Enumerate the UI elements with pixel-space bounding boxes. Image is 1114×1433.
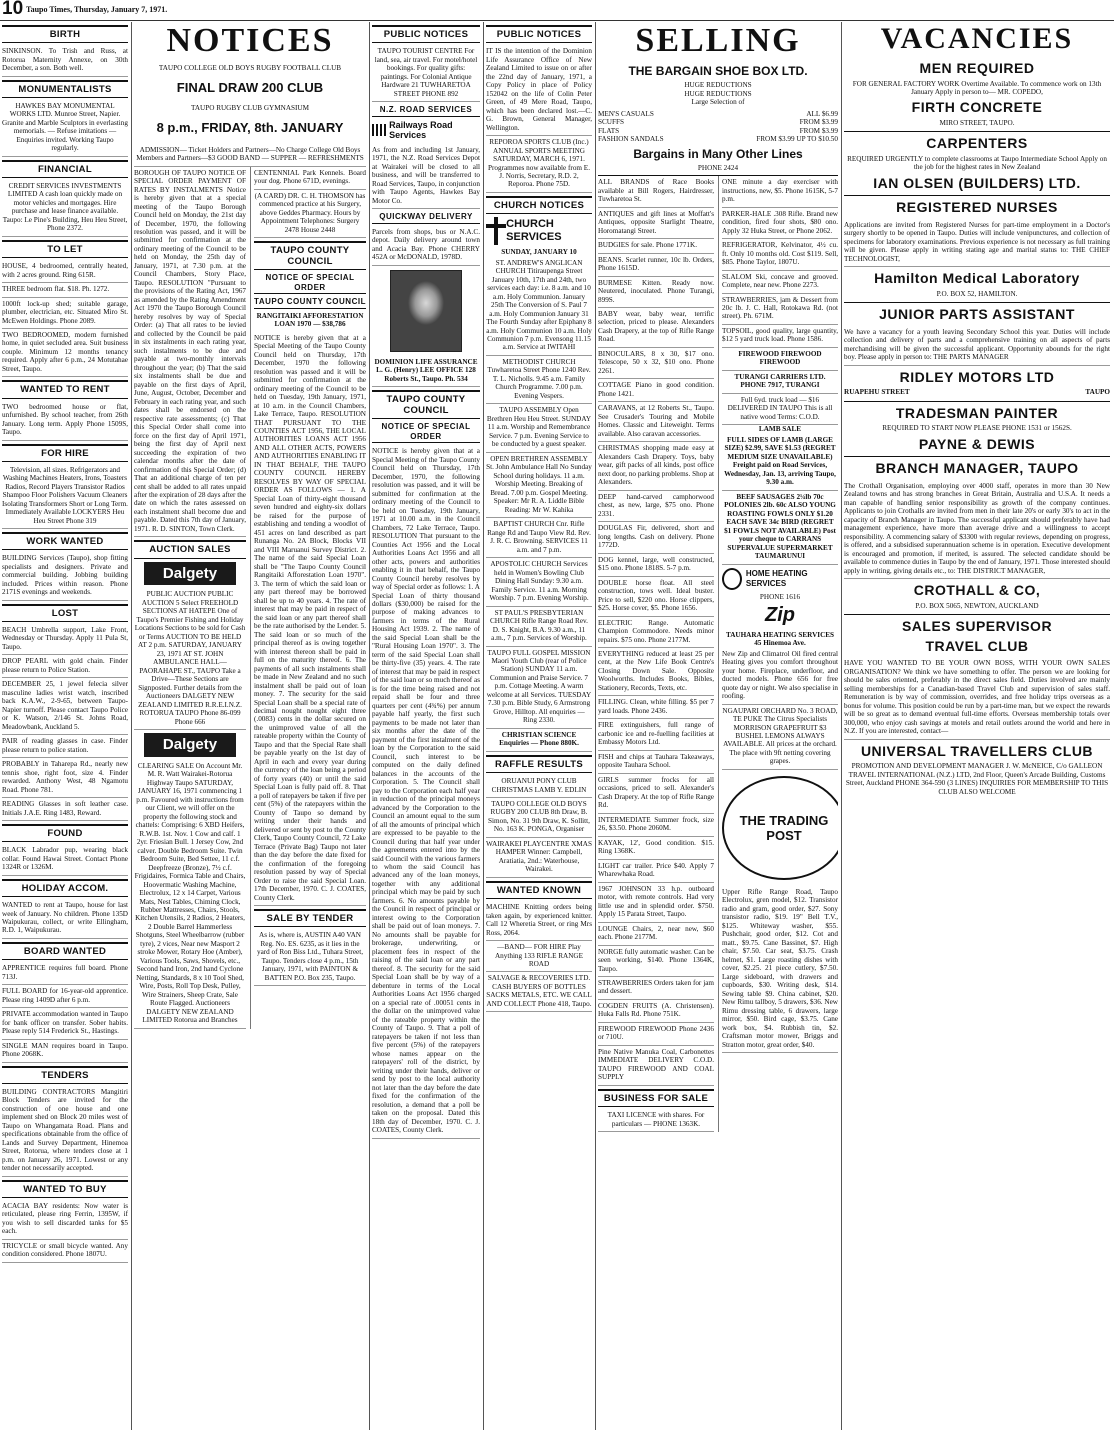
loan-title: RANGITAIKI AFFORESTATION LOAN 1970 — $38,786 — [256, 311, 364, 329]
notices-subcolumn-right — [250, 167, 366, 1029]
classified-ad: ANTIQUES and gift lines at Moffatt's Antiques, opposite Starlight Theatre, Horomatangi Street. — [598, 208, 714, 239]
employer-address: P.O. BOX 5065, NEWTON, AUCKLAND — [844, 602, 1110, 615]
notices-title: NOTICES — [166, 22, 334, 59]
agent-portrait — [390, 270, 462, 352]
classified-ad: LIGHT car trailer. Price $40. Apply 7 Wharewhaka Road. — [598, 860, 714, 883]
subheading: NOTICE OF SPECIAL ORDER — [372, 421, 480, 443]
vacancies-section — [844, 22, 1110, 796]
trading-post-logo: THE TRADING POST — [722, 776, 838, 880]
classified-ad: NORGE fully automatic washer. Can be seen working, $140. Phone 1364K, Taupo. — [598, 946, 714, 977]
classified-ad: ACACIA BAY residents: Now water is reticulated, please ring Ferrin, 1395W, if you wish to sell discarded tanks for $5 each. — [2, 1200, 128, 1240]
policy-notice: IT IS the intention of the Dominion Life Assurance Office of New Zealand Limited to issue on or after the 22nd day of January, 1971, a Copy Policy in place of Policy 152042 on the life of Colin Peter Green, of 49 Mere Road, Taupo, which has been declared lost.—C. G. Brown, General Manager, Wellington. — [486, 45, 592, 136]
dalgety-logo: Dalgety — [144, 733, 236, 757]
section-heading: WANTED TO RENT — [2, 380, 128, 398]
vacancy-text: We have a vacancy for a youth leaving Secondary School this year. Duties will include collection and delivery of parts and a comprehensive training on all aspects of parts merchandising will be given the successful applicant. Opportunity abounds for the right boy. Please apply in person to: THE PARTS MANAGER — [844, 326, 1110, 366]
shop-phone: PHONE 2424 — [598, 164, 838, 176]
classified-ad: DOUBLE horse float. All steel construction, tows well. Ideal buster. Price to sell, $220 ono. Horse clippers, $25. Horse cover, $5. Phone 1656. — [598, 577, 714, 617]
classified-ad: TRICYCLE or small bicycle wanted. Any condition considered. Phone 1807U. — [2, 1240, 128, 1263]
classified-ad: Pine Native Manuka Coal, Carbonettes IMMEDIATE DELIVERY C.O.D. TAUPO FIREWOOD AND COAL SUPPLY — [598, 1046, 714, 1086]
bargains-heading: Bargains in Many Other Lines — [633, 146, 803, 161]
classified-ad: SLALOM Ski, concave and grooved. Complete, near new. Phone 2273. — [722, 271, 838, 294]
selling-title: SELLING — [635, 22, 801, 59]
classified-ad: Television, all sizes. Refrigerators and Washing Machines Heaters, Irons, Toasters Radios, Record Players Transistor Radios Shampoo Floor Polishers Vacuum Cleaners Isolating Transformers Short or Long Term. Immediately Available LOCKYERS Heu Heu Street Phone 319 — [2, 464, 128, 529]
price-value: FROM $3.99 — [799, 126, 838, 135]
lamb-sale: FULL SIDES OF LAMB (LARGE SIZE) $2.99, SAVE $1.53 (REGRET MEDIUM SIZE UNAVAILABLE) Freight paid on Road Services, Wednesday, Jan. 13, arriving Taupo, 9.30 a.m. — [722, 434, 838, 491]
railways-logo: Railways Road Services — [372, 120, 480, 141]
section-heading: RAFFLE RESULTS — [486, 755, 592, 773]
classified-ad: COTTAGE Piano in good condition. Phone 1421. — [598, 379, 714, 402]
classified-ad: REFRIGERATOR, Kelvinator, 4½ cu. ft. Only 10 months old. Cost $119. Sell, $85. Phone Taylor, 1807U. — [722, 239, 838, 270]
classified-ad: FIRE extinguishers, full range of carbonic ice and re-fuelling facilities at Embassy Motors Ltd. — [598, 719, 714, 750]
section-heading: CHURCH NOTICES — [486, 196, 592, 214]
classified-ad: READING Glasses in soft leather case. Initials J.A.E. Ring 1483, Reward. — [2, 798, 128, 821]
church-listing: BAPTIST CHURCH Cnr. Rifle Range Rd and Taupo View Rd. Rev. J. R. C. Browning. SERVICES 11 a.m. and 7 p.m. — [486, 518, 592, 558]
employer-name: PAYNE & DEWIS — [844, 436, 1110, 458]
borough-special-order: BOROUGH OF TAUPO NOTICE OF SPECIAL ORDER PAYMENT OF RATES BY INSTALMENTS Notice is hereby given that at a special meeting of the Taupo Borough Council held on Monday, the 21st day of December, 1970, the following resolution was passed, and it will be submitted for confirmation at the ordinary meeting of the Council to be held on Monday, the 25th day of January, 1971, at 7.30 p.m. at the Council Chambers, Story Place, Taupo. RESOLUTION "Pursuant to the provisions of the Rating Act, 1967 as amended by the Rating Amendment Act 1970 the Taupo Borough Council hereby resolves by way of Special Order: (a) That all rates to be levied and collected by the Council be paid in six instalments in each rating year, such instalments to be due and payable at two-monthly intervals throughout the year; (b) That the said six instalments shall be due and payable on the first days of April, June, August, October, December and February in each rating year, and such dates shall be endorsed on the respective rate assessments; (c) That this Special Order shall come into force on the first day of April 1971, being the first day of April next succeeding the expiration of two calendar months after the date of confirmation of this Special Order; (d) That an additional charge of ten per cent shall be added to all rates unpaid after the expiration of 28 days after the date on which the rates assessed on each instalment shall become due and payable. Dated this 7th day of January, 1971. R. D. SINTON, Town Clerk. — [134, 167, 246, 538]
carrier-ad: TURANGI CARRIERS LTD. PHONE 7917, TURANGI — [722, 371, 838, 394]
orchard-ad: NGAUPARI ORCHARD No. 3 ROAD, TE PUKE The Citrus Specialists MORRISON GRAPEFRUIT $3 BUSHEL LEMONS ALWAYS AVAILABLE. All prices at the orchard. The place with 9ft netting covering grapes. — [722, 705, 838, 770]
band-ad: —BAND— FOR HIRE Play Anything 133 RIFLE RANGE ROAD — [486, 941, 592, 972]
classified-ad: BINOCULARS, 8 x 30, $17 ono. Telescope, 50 x 32, $10 ono. Phone 2261. — [598, 348, 714, 379]
vacancy-heading: SALES SUPERVISOR — [901, 618, 1053, 635]
price-line — [598, 127, 838, 135]
subheading: TAUPO COUNTY COUNCIL — [254, 296, 366, 308]
classified-ad: ALL BRANDS of Race Books available at Bill Rogers, Hairdresser, Tuwharetoa St. — [598, 176, 714, 207]
section-heading: SALE BY TENDER — [254, 909, 366, 927]
heating-ad: New Zip and Climatrol Oil fired central Heating gives you comfort throughout your home. Fireplace, underfloor, and ducted models. Phone 656 for free quote day or night. We also specialise in roofing. — [722, 648, 838, 705]
auction-ad: PUBLIC AUCTION PUBLIC AUCTION 5 Select FREEHOLD SECTIONS AT HATEPE One of Taupo's Premier Fishing and Holiday Locations Sections to be sold for Cash or Terms AUCTION TO BE HELD AT 2 p.m. SATURDAY, JANUARY 23, 1971 AT ST. JOHN AMBULANCE HALL—PAORAHAPE ST., TAUPO Take a Drive—These Sections are Signposted. Further details from the Auctioneers DALGETY NEW ZEALAND LIMITED R.R.E.I.N.Z. ROTORUA TAUPO Phone 86-099 Phone 666 — [134, 588, 246, 730]
club-name: TAUPO COLLEGE OLD BOYS RUGBY FOOTBALL CLUB — [158, 64, 342, 72]
classified-ad: DOUGLAS Fir, delivered, short and long lengths. Cash on delivery. Phone 1772D. — [598, 522, 714, 553]
vacancy-heading: REGISTERED NURSES — [896, 199, 1058, 216]
classified-ad: STRAWBERRIES, jam & Dessert from 20c lb. J. C. Hall, Rotokawa Rd. (not street). Ph. 671M. — [722, 294, 838, 325]
classified-ad: 1967 JOHNSON 33 h.p. outboard motor, with remote controls. Had very little use and in splendid order. $750. Apply 15 Parata Street, Taupo. — [598, 883, 714, 923]
sausage-ad: BEEF SAUSAGES 2¼lb 70c POLONIES 2lb. 60c ALSO YOUNG ROASTING FOWLS ONLY $1.20 EACH SAVE 34c BIRD (REGRET $1 FOWLS NOT AVAILABLE) Post your cheque to CARRANS SUPERVALUE SUPERMARKET TAUMARUNUI — [722, 491, 838, 565]
salvage-ad: SALVAGE & RECOVERIES LTD. CASH BUYERS OF BOTTLES SACKS METALS, ETC. WE CALL AND COLLECT Phone 418, Taupo. — [486, 972, 592, 1012]
classified-ad: HOUSE, 4 bedroomed, centrally heated, with 2 acres ground. Ring 615R. — [2, 260, 128, 283]
vacancies-title: VACANCIES — [880, 22, 1074, 55]
classified-ad: PARKER-HALE .308 Rifle. Brand new condition, fired four shots, $80 ono. Apply 32 Huka Street, or Phone 2062. — [722, 208, 838, 239]
section-heading: FINANCIAL — [2, 160, 128, 178]
employer-name: RIDLEY MOTORS LTD — [899, 368, 1055, 385]
section-heading: TAUPO COUNTY COUNCIL — [254, 241, 366, 270]
selection-label: Large Selection of — [691, 98, 745, 107]
classified-ad: THREE bedroom flat. $18. Ph. 1272. — [2, 283, 128, 297]
tauhara-heating: TAUHARA HEATING SERVICES 45 Hinemoa Ave. — [725, 630, 835, 648]
church-listing: APOSTOLIC CHURCH Services held in Women's Bowling Club Dining Hall Sunday: 9.30 a.m. Family Service. 11 a.m. Morning Worship. 7 p.m. Evening Worship. — [486, 558, 592, 606]
church-listing: ST. ANDREW'S ANGLICAN CHURCH Titiraupenga Street January 10th, 17th and 24th, two services each day: i.e. 8 a.m. and 10 a.m. Holy Communion. January 25th The Conversion of S. Paul 7 a.m. Holy Communion January 31 The Fourth Sunday after Epiphany 8 a.m. Holy Communion 10 a.m. Holy Communion 7 p.m. Evensong 11.15 a.m. Service at IWITAHI — [486, 257, 592, 356]
section-heading: PUBLIC NOTICES — [372, 25, 480, 43]
section-heading: AUCTION SALES — [134, 540, 246, 558]
classified-ad: FIREWOOD FIREWOOD Phone 2436 or 710U. — [598, 1023, 714, 1046]
classified-ad: PROBABLY in Taharepa Rd., nearly new tennis shoe, right foot, size 4. Finder rewarded. Anthony West, 48 Ngamotu Road. Phone 781. — [2, 758, 128, 798]
classified-ad: BUDGIES for sale. Phone 1771K. — [598, 239, 714, 253]
vacancy-heading: MEN REQUIRED — [919, 60, 1035, 76]
county-special-order: NOTICE is hereby given that at a Special Meeting of the Taupo County Council held on Thursday, 17th December, 1970 the following resolution was passed and it will be submitted for confirmation at the ordinary meeting of the Council to be held on Tuesday, 19th January, 1971, at 10 a.m. in the Council Chambers, Lake Terrace, Taupo. RESOLUTION THAT PURSUANT TO THE COUNTIES ACT 1956, THE LOCAL AUTHORITIES LOANS ACT 1956 AND ALL OTHER ACTS, POWERS AND AUTHORITIES ENABLING IT IN THAT BEHALF, THE TAUPO COUNTY COUNCIL HEREBY RESOLVES BY WAY OF SPECIAL ORDER AS FOLLOWS — 1. A Special Loan of thirty-eight thousand seven hundred and eighty-six dollars be raised for the purpose of establishing and tending a woodlot of 451 acres on land described as part Runanga No. 2A Block, Blocks VII and VIII Maruanui Survey District. 2. The name of the said Special Loan shall be "The Taupo County Council Rangitaiki Afforestation Loan 1970". 3. The term of which the said loan or any part thereof may be borrowed shall be up to 40 years. 4. The rate of interest that may be paid in respect of the said loan or any part thereof shall be the rate authorised by the Lender. 5. The said loan or so much of the principal thereof as is owing together with interest thereon shall be paid in full on the maturity thereof. 6. The payments of all such instalments shall be made in New Zealand and no such instalment shall be paid out of loan money. 7. The security for the said Special Loan shall be a special rate of decimal nought nought eight three (.0083) cents in the dollar secured on the unimproved value of all the rateable property within the County of Taupo and that the Special Rate shall be payable yearly on the 1st day of April in each and every year during the currency of the loan being a period of forty years (40) or until the said Special Loan is fully paid off. 8. That a poll of ratepayers be taken if five per cent (5%) of the ratepayers within the County of Taupo so demand by writing under their hands and delivered or sent by post to the County Clerk, Taupo County Council, 72 Lake Terrace (Private Bag) Taupo not later than the day before the date fixed for the confirmation of the foregoing resolution passed by way of Special Order to raise the said Special Loan. 17th December, 1970. C. J. COATES, County Clerk. — [254, 332, 366, 906]
classified-ad: HAWKES BAY MONUMENTAL WORKS LTD. Munroe Street, Napier. Granite and Marble Sculptors in everlasting memorials. — Refuse imitations — Enquiries invited. Working Taupo regularly. — [2, 100, 128, 157]
dominion-life-ad: DOMINION LIFE ASSURANCE L. G. (Henry) LEE OFFICE 128 Roberts St., Taupo. Ph. 534 — [372, 356, 480, 387]
vacancy-heading: TRAVEL CLUB — [925, 637, 1029, 654]
road-services-notice: As from and including 1st January, 1971, the N.Z. Road Services Depot at Wairakei will be closed to all business, and will be transferred to Road Services, Taupo, in conjunction with Taupo Agents, Hawkes Bay Motor Co. — [372, 144, 480, 209]
section-heading: WANTED TO BUY — [2, 1180, 128, 1198]
vacancy-text: FOR GENERAL FACTORY WORK Overtime Available. To commence work on 13th January Apply in person to— MR. COPEDO, — [852, 79, 1102, 96]
price-item: SCUFFS — [598, 118, 624, 127]
section-heading: PUBLIC NOTICES — [486, 25, 592, 43]
raffle-result: ORUANUI PONY CLUB CHRISTMAS LAMB Y. EDLIN — [486, 775, 592, 798]
church-notices-column — [486, 22, 592, 1012]
section-heading: WORK WANTED — [2, 532, 128, 550]
raffle-result: WAIRAKEI PLAYCENTRE XMAS HAMPER Winner: Campbell, Aratiatia, 2nd.: Waterhouse, Wairakei. — [486, 838, 592, 878]
classified-ad: ONE minute a day exerciser with instructions, new, $5. Phone 1615K, 5-7 p.m. — [722, 176, 838, 207]
section-heading: LOST — [2, 604, 128, 622]
classified-ad: DEEP hand-carved camphorwood chest, as new, large, $75 ono. Phone 2331. — [598, 491, 714, 522]
venue: TAUPO RUGBY CLUB GYMNASIUM — [191, 103, 309, 112]
church-services-logo: CHURCH SERVICES — [486, 217, 592, 245]
classified-ad: INTERMEDIATE Summer frock, size 26, $3.50. Phone 2060M. — [598, 814, 714, 837]
classified-ad: BLACK Labrador pup, wearing black collar. Found Hawai Street. Contact Phone 1324R or 1326M. — [2, 844, 128, 875]
cross-icon — [486, 217, 502, 245]
tender-ad: As is, where is, AUSTIN A40 VAN Reg. No. ES. 6235, as it lies in the yard of Ron Biss Ltd., Tuhara Street, Taupo. Tenders close 4 p.m., 15th January, 1971, with PAINTON & BATTEN P.O. Box 235, Taupo. — [254, 929, 366, 986]
section-heading: FOUND — [2, 824, 128, 842]
price-item: MEN'S CASUALS — [598, 109, 654, 118]
church-listing: TAUPO FULL GOSPEL MISSION Maori Youth Club (rear of Police Station) SUNDAY 11 a.m. Communion and Praise Service. 7 p.m. Cottage Meeting. A warm welcome at all Services. TUESDAY 7.30 p.m. Bible Study, 6 Armstrong Grove, Hilltop. All enquiries — Ring 2330. — [486, 647, 592, 729]
price-value: ALL $6.99 — [806, 109, 838, 118]
vacancy-text: REQUIRED TO START NOW PLEASE PHONE 1531 or 1562S. — [882, 424, 1072, 433]
vacancy-text: REQUIRED URGENTLY to complete classrooms at Taupo Intermediate School Apply on the job for the highest rates in New Zealand — [847, 155, 1107, 172]
raffle-result: TAUPO COLLEGE OLD BOYS RUGBY 200 CLUB 8th Draw, B. Simon, No. 31 9th Draw, K. Sollitt, No. 163 K. PONGA, Organiser — [486, 798, 592, 838]
section-heading: WANTED KNOWN — [486, 881, 592, 899]
classified-ad: SINGLE MAN requires board in Taupo. Phone 2068K. — [2, 1040, 128, 1063]
employer-name: CROTHALL & CO, — [913, 582, 1041, 599]
reductions: HUGE REDUCTIONS — [684, 89, 752, 98]
price-list — [598, 110, 838, 144]
classified-ad: 1000ft lock-up shed; suitable garage, plumber, electrician, etc. Situated Miro St. McEwen Holdings. Phone 2089. — [2, 298, 128, 329]
classified-ad: EVERYTHING reduced at least 25 per cent, at the New Life Book Centre's Closing Down Sale. Opposite Woolworths. Includes Books, Bibles, Stationery, Records, Texts, etc. — [598, 648, 714, 696]
church-listing: TAUPO ASSEMBLY Open Brethren Heu Heu Street. SUNDAY 11 a.m. Worship and Remembrance Service. 7 p.m. Evening Service to be conducted by a guest speaker. — [486, 404, 592, 452]
classified-ad: STRAWBERRIES Orders taken for jam and dessert. — [598, 977, 714, 1000]
masthead-line: Taupo Times, Thursday, January 7, 1971. — [26, 5, 168, 14]
classified-ad: FISH and chips at Tauhara Takeaways, opposite Tauhara School. — [598, 751, 714, 774]
classified-ad: CHRISTMAS shopping made easy at Alexanders Cash Drapery. Toys, baby wear, gift packs of all kinds, post office next door, no parking problems. Shop at Alexanders. — [598, 442, 714, 490]
classified-ad: CREDIT SERVICES INVESTMENTS LIMITED A cash loan quickly made on motor vehicles and mortgages. Hire purchase and lease finance available. Taupo: Le Pine's Building, Heu Heu Street, Phone 2372. — [2, 180, 128, 237]
doctor-card: (A CARD) DR. C. H. THOMSON has commenced practice at his Surgery, above Geddes Pharmacy. Hours by Appointment Telephones: Surgery 2478 House 2448 — [254, 190, 366, 238]
admission-details: ADMISSION— Ticket Holders and Partners—No Charge College Old Boys Members and Partners—$3 GOOD BAND — SUPPER — REFRESHMENTS — [134, 144, 366, 167]
church-listing: ST PAUL'S PRESBYTERIAN CHURCH Rifle Range Road Rev. D. S. Knight, B.A. 9.30 a.m., 11 a.m., 7 p.m. Services of Worship. — [486, 607, 592, 647]
classified-ad: ELECTRIC Range. Automatic Champion Commodore. Needs minor repairs. $75 ono. Phone 2177M. — [598, 617, 714, 648]
lamb-sale-heading: LAMB SALE — [758, 425, 802, 434]
vacancy-text: Applications are invited from Registered Nurses for part-time employment in a Doctor's surgery shortly to be opened in Taupo. Duties will include venipunctures, and collection of specimens for laboratory examinations. Previous experience is not necessary as full training will be given. Please apply in writing stating age and marital status to: THE CHIEF TECHNOLOGIST, — [844, 219, 1110, 267]
classified-ad: PRIVATE accommodation wanted in Taupo for bank officer on transfer. Sober habits. Please reply 514 Frederick St., Hastings. — [2, 1008, 128, 1039]
notices-section — [134, 22, 366, 1029]
employer-name: FIRTH CONCRETE — [911, 99, 1043, 116]
section-heading: MONUMENTALISTS — [2, 80, 128, 98]
column-rule — [841, 22, 842, 1430]
vacancy-text: HAVE YOU WANTED TO BE YOUR OWN BOSS, WITH YOUR OWN SALES ORGANISATION? We think we have something to offer. The person we are looking for should be sales oriented, preferably in the direct sales field. Duties involved are mainly selling memberships for a Canadian-based Travel Club and supervision of sales staff. Remuneration is by way of commission, overrides, and free holiday trips overseas as a bonus for volume. This position could be run by a part-time man, but we expect the rewards will be so great as to demand eventual full-time efforts. Overseas membership totals over 300,000, who enjoy cash savings at motels and retail outlets around the world and here in N.Z. If you are interested, contact— — [844, 657, 1110, 739]
section-heading: BOARD WANTED — [2, 942, 128, 960]
column-rule — [595, 22, 596, 1430]
auction-ad: CLEARING SALE On Account Mr. M. R. Watt Wairakei-Rotorua Highway Taupo SATURDAY, JANUARY 16, 1971 commencing 1 p.m. Favoured with instructions from our Client, we will offer on the property the following stock and chattels: Comprising: 6 XBD Heifers, R.W.B. 1st. Nov. 1 Cow and calf. 1 2yr. Friesian Bull. 1 Jersey Cow, 2nd calver. Double Bedroom Suite. Twin Bedroom Suite, Bed Settee, 11 c.f. Deepfreeze (Bronze), 7½ c.f. Frigidaires, Formica Table and Chairs, Hoovermatic Washing Machine, Electrolux, 12 x 14 Carpet, Various Mats, Nest Tables, Chiming Clock, Rubber Mattresses, Chairs, Stools, Kitchen Utensils, 2 Radios, 2 Heaters, 2 Double Barrel Hammerless Shotguns, Steel Wheelbarrow (rubber tyre), 2 vices, Near new Masport 2 stroke Mower, Rotary Hoe (Amber), Various Tools, Saws, Shovels, etc., Second hand Iron, 2nd hand Cyclone Netting, Standards, 8 x 10 Tool Shed, Wire, Posts, Roll Top Desk, Pulley, Wire Strainers, Sheep Crate, Sale Route Flagged. Auctioneers DALGETY NEW ZEALAND LIMITED Rotorua and Branches — [134, 760, 246, 1029]
subheading: NOTICE OF SPECIAL ORDER — [254, 272, 366, 294]
tourist-centre-ad: TAUPO TOURIST CENTRE For land, sea, air travel. For motel/hotel bookings. For quality gifts: paintings. For Colonial Antique Hardware 21 TUWHARETOA STREET PHONE 892 — [372, 45, 480, 102]
selling-subcolumn-right — [718, 176, 838, 1132]
classified-ad: DOG kennel, large, well constructed, $15 ono. Phone 1818S. 5-7 p.m. — [598, 554, 714, 577]
sports-meeting-notice: REPOROA SPORTS CLUB (Inc.) ANNUAL SPORTS MEETING SATURDAY, MARCH 6, 1971. Programmes now available from E. J. Norris, Secretary, R.D. 2, Reporoa. Phone 75D. — [486, 136, 592, 193]
employer-name: UNIVERSAL TRAVELLERS CLUB — [860, 742, 1094, 759]
county-special-order: NOTICE is hereby given that at a Special Meeting of the Taupo County Council held on Thursday, 17th December, 1970, the following resolution was passed, and it will be submitted for confirmation at the ordinary meeting of the Council to be held on Tuesday, 19th January, 1971 at 10.00 a.m. in the Council Chambers, 72 Lake Terrace, Taupo. RESOLUTION That pursuant to the Counties Act 1956 and the Local Authorities Loans Act 1956 and all other acts, powers and authorities enabling it in that behalf, the Taupo County Council hereby resolves by way of Special order as follows: 1. A Special Loan of thirty thousand dollars ($30,000) be raised for the purpose of making advances to farmers in terms of the Rural Housing Act 1939. 2. The name of the said Special Loan shall be the "Rural Housing Loan 1970". 3. The term of the said Special Loan shall be thirty-five (35) years. 4. The rate of interest that may be paid in respect of the said loan or so much thereof as is for the time being raised and not repaid shall be four and three quarters per cent (4¾%) per annum payable half yearly, the first such payments to be made not later than six months after the date of the payment of the first instalment of the loan by the Corporation to the said Council, such interest to be computed on the daily defined balances in the accounts of the Corporation. 5. The Council shall pay to the Corporation each half year in reduction of the principal moneys advanced by the Corporation to the Council an amount equal to the sum of all the amounts of principal which are expressed to be payable to the Council during that half year under the agreements entered into by the said Council with the various farmers to whom the said Council has advanced any of the loan moneys, together with any additional principal which may be paid by such farmers. 6. No amounts payable by the Council in respect of principal or interest owing to the Corporation shall be paid out of loan moneys. 7. No amounts shall be payable for brokerage, underwriting, or placement fees in respect of the raising of the said loan or any part thereof. 8. The security for the said Special Loan shall be by way of a debenture in terms of the Local Authorities Loans Act 1956 charged on a special rate of .00051 cents in the dollar on the unimproved value of the rateable property within the County of Taupo. 9. That a poll of ratepayers be taken if not less than five percent (5%) of the ratepayers whose names appear on the ratepayers' roll of the district, by writing under their hands, deliver or send by post to the local authority not later than the day before the date fixed for the confirmation of the resolution, a demand that a poll be taken on the proposal. Dated this 18th day of December, 1970. C. J. COATES, County Clerk. — [372, 445, 480, 1138]
price-line — [598, 110, 838, 118]
firewood-ad: FIREWOOD FIREWOOD FIREWOOD — [722, 348, 838, 371]
classifieds-column — [2, 22, 128, 1263]
page-number: 10 — [2, 0, 24, 19]
final-draw-heading: FINAL DRAW 200 CLUB — [176, 80, 324, 96]
church-listing: METHODIST CHURCH Tuwharetoa Street Phone 1240 Rev. T. L. Nicholls. 9.45 a.m. Family Church Programme. 7.00 p.m. Evening Vespers. — [486, 356, 592, 404]
classified-ad: BUILDING Services (Taupo), shop fitting specialists and designers. Private and commercial building. Jobbing building included. Prices within reason. Phone 2171S evenings and weekends. — [2, 552, 128, 600]
classified-ad: WANTED to rent at Taupo, house for last week of January. No children. Phone 135D Waipukurau, collect, or write Ellingham, R.D. 1, Waipukurau. — [2, 899, 128, 939]
section-heading: HOLIDAY ACCOM. — [2, 879, 128, 897]
section-heading: TAUPO COUNTY COUNCIL — [372, 390, 480, 419]
price-value: FROM $3.99 UP TO $10.50 — [756, 135, 838, 144]
classified-ad: DROP PEARL with gold chain. Finder please return to Police Station. — [2, 655, 128, 678]
classified-ad: BABY wear, baby wear, terrific selection, priced to please. Alexanders Cash Drapery, at the top of Rifle Range Road. — [598, 308, 714, 348]
quickway-ad: Parcels from shops, bus or N.A.C. depot. Daily delivery around town and Acacia Bay. Phone CHERRY 452A or McDONALD, 1978D. — [372, 226, 480, 266]
classified-ad: PAIR of reading glasses in case. Finder please return to police station. — [2, 735, 128, 758]
section-heading: FOR HIRE — [2, 444, 128, 462]
dalgety-logo: Dalgety — [144, 562, 236, 586]
vacancy-heading: JUNIOR PARTS ASSISTANT — [879, 306, 1075, 323]
classified-ad: SINKINSON. To Trish and Russ, at Rotorua Maternity Annexe, on 30th December, a son. Both well. — [2, 45, 128, 76]
railways-icon — [372, 124, 386, 136]
classified-ad: MACHINE Knitting orders being taken again, by experienced knitter. Call 12 Wheretia Street, or ring Mrs Ross, 2064. — [486, 901, 592, 941]
section-heading: BUSINESS FOR SALE — [598, 1089, 714, 1107]
employer-name: IAN OLSEN (BUILDERS) LTD. — [844, 175, 1110, 197]
firewood-terms: Full 6yd. truck load — $16 DELIVERED IN TAUPO This is all native wood Terms: C.O.D. — [722, 394, 838, 425]
column-rule — [483, 22, 484, 1430]
subheading: N.Z. ROAD SERVICES — [372, 104, 480, 116]
employer-address: MIRO STREET, TAUPO. — [844, 119, 1110, 132]
vacancy-heading: BRANCH MANAGER, TAUPO — [875, 460, 1079, 477]
reductions: HUGE REDUCTIONS — [684, 81, 752, 90]
church-listing: OPEN BRETHREN ASSEMBLY St. John Ambulance Hall No Sunday School during holidays. 11 a.m. Worship Meeting. Breaking of Bread. 7.00 p.m. Gospel Meeting. Speaker: Mr R. A. Liddle Bible Reading: Mr W. Kahika — [486, 453, 592, 518]
vacancy-heading: CARPENTERS — [926, 135, 1028, 152]
selling-subcolumn-left — [598, 176, 714, 1132]
selling-section — [598, 22, 838, 1132]
classified-ad: TWO bedroomed house or flat, unfurnished. By school teacher, from 26th January. Long term. Apply Phone 1509S, Taupo. — [2, 401, 128, 441]
column-rule — [369, 22, 370, 1430]
vacancy-text: The Crothall Organisation, employing over 4000 staff, operates in more than 30 New Zealand towns and has strong branches in Great Britain, Australia and U.S.A. It needs a man capable of handling senior responsibility as growth of the company continues. Applicants to join Crothalls are invited from men in their late 20's or early 30's to act in the capacity of Branch Manager in Taupo. The successful applicant should preferably have had management experience, have more than average drive and a willingness to accept responsibility. A commencing salary of $3300 with regular reviews, depending on progress, is offered, and a subsidised superannuation scheme is in operation. Executive development is encouraged and promotion, if merited, is assured. The selected candidate should be available to commence duties in Taupo by the end of January, 1971. Those interested should apply in writing, giving details etc., to: THE DISTRICT MANAGER, — [844, 480, 1110, 579]
classified-ad: BUILDING CONTRACTORS Mangitiri Block Tenders are invited for the construction of one house and one implement shed on Block 20 miles west of Taupo on Whangamata Road. Plans and specifications obtainable from the office of Lands and Survey Department, Hinemoa Street, Rotorua, where tenders close at 1 p.m. on January 26, 1971. Lowest or any tender not necessarily accepted. — [2, 1086, 128, 1177]
heating-phone: PHONE 1616 — [759, 592, 801, 601]
price-item: FLATS — [598, 126, 620, 135]
employer-address: P.O. BOX 52, HAMILTON. — [844, 290, 1110, 303]
price-line — [598, 135, 838, 143]
classified-ad: APPRENTICE requires full board. Phone 713J. — [2, 962, 128, 985]
classified-ad: COGDEN FRUITS (A. Christensen). Huka Falls Rd. Phone 751K. — [598, 1000, 714, 1023]
event-time: 8 p.m., FRIDAY, 8th. JANUARY — [156, 120, 344, 136]
page-header — [0, 0, 1114, 21]
notices-subcolumn-left — [134, 167, 246, 1029]
business-ad: TAXI LICENCE with shares. For particulars — PHONE 1363K. — [598, 1109, 714, 1132]
classified-ad: GIRLS summer frocks for all occasions, priced to sell. Alexander's Cash Drapery. At the top of Rifle Range Rd. — [598, 774, 714, 814]
service-date: SUNDAY, JANUARY 10 — [501, 248, 577, 257]
price-line — [598, 118, 838, 126]
selling-ads — [722, 176, 838, 348]
employer-name: Hamilton Medical Laboratory — [874, 270, 1080, 287]
classified-ad: CENTENNIAL Park Kennels. Board your dog. Phone 671D, evenings. — [254, 167, 366, 190]
zip-logo: Zip — [765, 604, 795, 627]
public-notices-column — [372, 22, 480, 1139]
subheading: QUICKWAY DELIVERY — [372, 211, 480, 223]
section-heading: BIRTH — [2, 25, 128, 43]
classified-ad: TOPSOIL, good quality, large quantity, $12 5 yard truck load. Phone 1586. — [722, 325, 838, 348]
vacancy-heading: TRADESMAN PAINTER — [895, 404, 1059, 421]
classified-ad: BEANS. Scarlet runner, 10c lb. Orders, Phone 1615D. — [598, 254, 714, 277]
classified-ad: LOUNGE Chairs, 2, near new, $60 each. Phone 2177M. — [598, 923, 714, 946]
price-item: FASHION SANDALS — [598, 135, 664, 144]
classified-ad: FILLING. Clean, white filling. $5 per 7 yard loads. Phone 2436. — [598, 696, 714, 719]
classified-ad: DECEMBER 25, 1 jewel felecia silver masculine ladies wrist watch, inscribed back K.A.W., 2-9-65, between Taupo-Napier turnoff. Please contact Taupo Police or K. Watson, 2/146 St. Johns Road, Meadowbank, Auckland 5. — [2, 678, 128, 735]
employer-address: PROMOTION AND DEVELOPMENT MANAGER J. W. McNEICE, C/o GALLEON TRAVEL INTERNATIONAL (N.Z.) LTD, 2nd Floor, Queen's Arcade Building, Customs Street, Auckland PHONE 364-590 (3 LINES) INQUIRIES FOR MEMBERSHIP TO THIS CLUB ALSO WELCOME — [845, 762, 1109, 796]
column-rule — [131, 22, 132, 1430]
classified-ad: BEACH Umbrella support, Lake Front, Wednesday or Thursday. Apply 11 Pula St, Taupo. — [2, 624, 128, 655]
classified-ad: BURMESE Kitten. Ready now. Neutered, inoculated. Phone Turangi, 899S. — [598, 277, 714, 308]
trading-post-ad: Upper Rifle Range Road, Taupo Electrolux, gren model, $12. Transistor radio and gram, good order, $27. Sony transistor radio, $19. 19" Bell T.V., $125. Whiteway washer, $55. Pushchair, good order, $12. Cot and matt., $9.75. Cane Bassinet, $7. High chair, $7.50. Car seat, $3.75. Crash helmet, $1. Large roasting dishes with cover, $2.25. 21 piece cutlery, $7.50. Large sideboard, with drawers and cupboards, $30. Writing desk, $14. Sewing table $9. China cabinet, $20. New Rimu tallboy, 5 drawers, $36. New Rimu dressing table, 6 drawers, large mirror, $50. Bird cage, $3.75. Cane work box, $4. Rubbish tin, $2. Craftsman motor mower, Briggs and Stratton motor, great order, $40. — [722, 886, 838, 1053]
section-heading: TO LET — [2, 240, 128, 258]
classified-ad: TWO BEDROOMED, modern furnished home, in quiet secluded area. Suit business couple. Minimum 12 months tenancy required. Apply after 6 p.m., 24 Motutahae Street, Taupo. — [2, 329, 128, 377]
classified-ad: FULL BOARD for 16-year-old apprentice. Please ring 1409D after 6 p.m. — [2, 985, 128, 1008]
employer-address: RUAPEHU STREET TAUPO — [844, 388, 1110, 401]
section-heading: TENDERS — [2, 1066, 128, 1084]
church-listing: CHRISTIAN SCIENCE Enquiries — Phone 880K. — [486, 729, 592, 752]
home-heating-logo: HOME HEATING SERVICES — [722, 568, 838, 590]
shoe-shop-name: THE BARGAIN SHOE BOX LTD. — [628, 64, 808, 78]
classified-ad: KAYAK, 12', Good condition. $15. Ring 1368K. — [598, 837, 714, 860]
price-value: FROM $3.99 — [799, 118, 838, 127]
flame-icon — [722, 568, 742, 590]
classified-ad: CARAVANS, at 12 Roberts St., Taupo. See Crusader's Touring and Mobile Homes. Classic and Liteweight. Terms available. Also caravan accessories. — [598, 402, 714, 442]
